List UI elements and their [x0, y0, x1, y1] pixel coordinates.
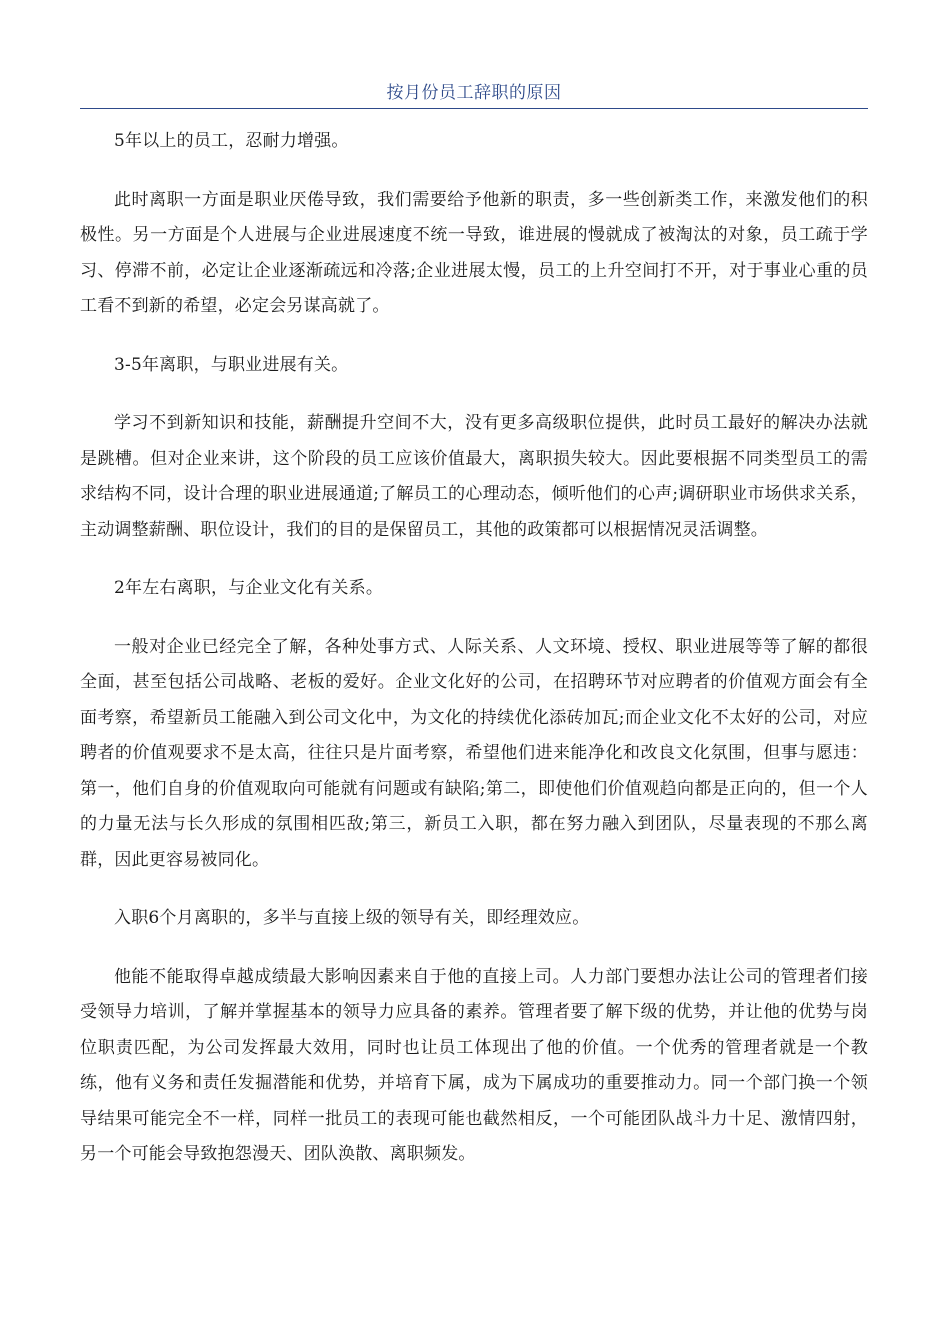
- header-divider: [80, 108, 868, 109]
- page-header-title: 按月份员工辞职的原因: [386, 83, 562, 103]
- section-heading-3-5-years: 3-5年离职，与职业进展有关。: [114, 354, 349, 375]
- section-heading-6-months: 入职6个月离职的，多半与直接上级的领导有关，即经理效应。: [114, 908, 590, 928]
- paragraph-gap: [80, 325, 868, 348]
- paragraph-3-5-years-detail: 学习不到新知识和技能，薪酬提升空间不大，没有更多高级职位提供，此时员工最好的解决办法就是跳槽。但对企业来讲，这个阶段的员工应该价值最大，离职损失较大。因此要根据不同类型员工的需求结构不同，设计合理的职业进展通道;了解员工的心理动态，倾听他们的心声;调研职业市场供求关系，主动调整薪酬、职位设计，我们的目的是保留员工，其他的政策都可以根据情况灵活调整。: [80, 413, 868, 540]
- paragraph-5-years-detail: 此时离职一方面是职业厌倦导致，我们需要给予他新的职责，多一些创新类工作，来激发他们的积极性。另一方面是个人进展与企业进展速度不统一导致，谁进展的慢就成了被淘汰的对象，员工疏于学习、停滞不前，必定让企业逐渐疏远和冷落;企业进展太慢，员工的上升空间打不开，对于事业心重的员工看不到新的希望，必定会另谋高就了。: [80, 189, 868, 316]
- paragraph-gap: [80, 878, 868, 901]
- paragraph-gap: [80, 607, 868, 630]
- document-body: [80, 124, 868, 1173]
- section-heading-5-years: 5年以上的员工，忍耐力增强。: [114, 131, 349, 151]
- paragraph-gap: [80, 548, 868, 571]
- paragraph-gap: [80, 160, 868, 183]
- paragraph-gap: [80, 937, 868, 960]
- paragraph-gap: [80, 383, 868, 406]
- paragraph-6-months-detail: 他能不能取得卓越成绩最大影响因素来自于他的直接上司。人力部门要想办法让公司的管理者们接受领导力培训，了解并掌握基本的领导力应具备的素养。管理者要了解下级的优势，并让他的优势与岗位职责匹配，为公司发挥最大效用，同时也让员工体现出了他的价值。一个优秀的管理者就是一个教练，他有义务和责任发掘潜能和优势，并培育下属，成为下属成功的重要推动力。同一个部门换一个领导结果可能完全不一样，同样一批员工的表现可能也截然相反，一个可能团队战斗力十足、激情四射，另一个可能会导致抱怨漫天、团队涣散、离职频发。: [80, 966, 868, 1164]
- section-heading-2-years: 2年左右离职，与企业文化有关系。: [114, 578, 384, 598]
- paragraph-2-years-detail: 一般对企业已经完全了解，各种处事方式、人际关系、人文环境、授权、职业进展等等了解的都很全面，甚至包括公司战略、老板的爱好。企业文化好的公司，在招聘环节对应聘者的价值观方面会有全面考察，希望新员工能融入到公司文化中，为文化的持续优化添砖加瓦;而企业文化不太好的公司，对应聘者的价值观要求不是太高，往往只是片面考察，希望他们进来能净化和改良文化氛围，但事与愿违：第一，他们自身的价值观取向可能就有问题或有缺陷;第二，即使他们价值观趋向都是正向的，但一个人的力量无法与长久形成的氛围相匹敌;第三，新员工入职，都在努力融入到团队，尽量表现的不那么离群，因此更容易被同化。: [80, 636, 868, 870]
